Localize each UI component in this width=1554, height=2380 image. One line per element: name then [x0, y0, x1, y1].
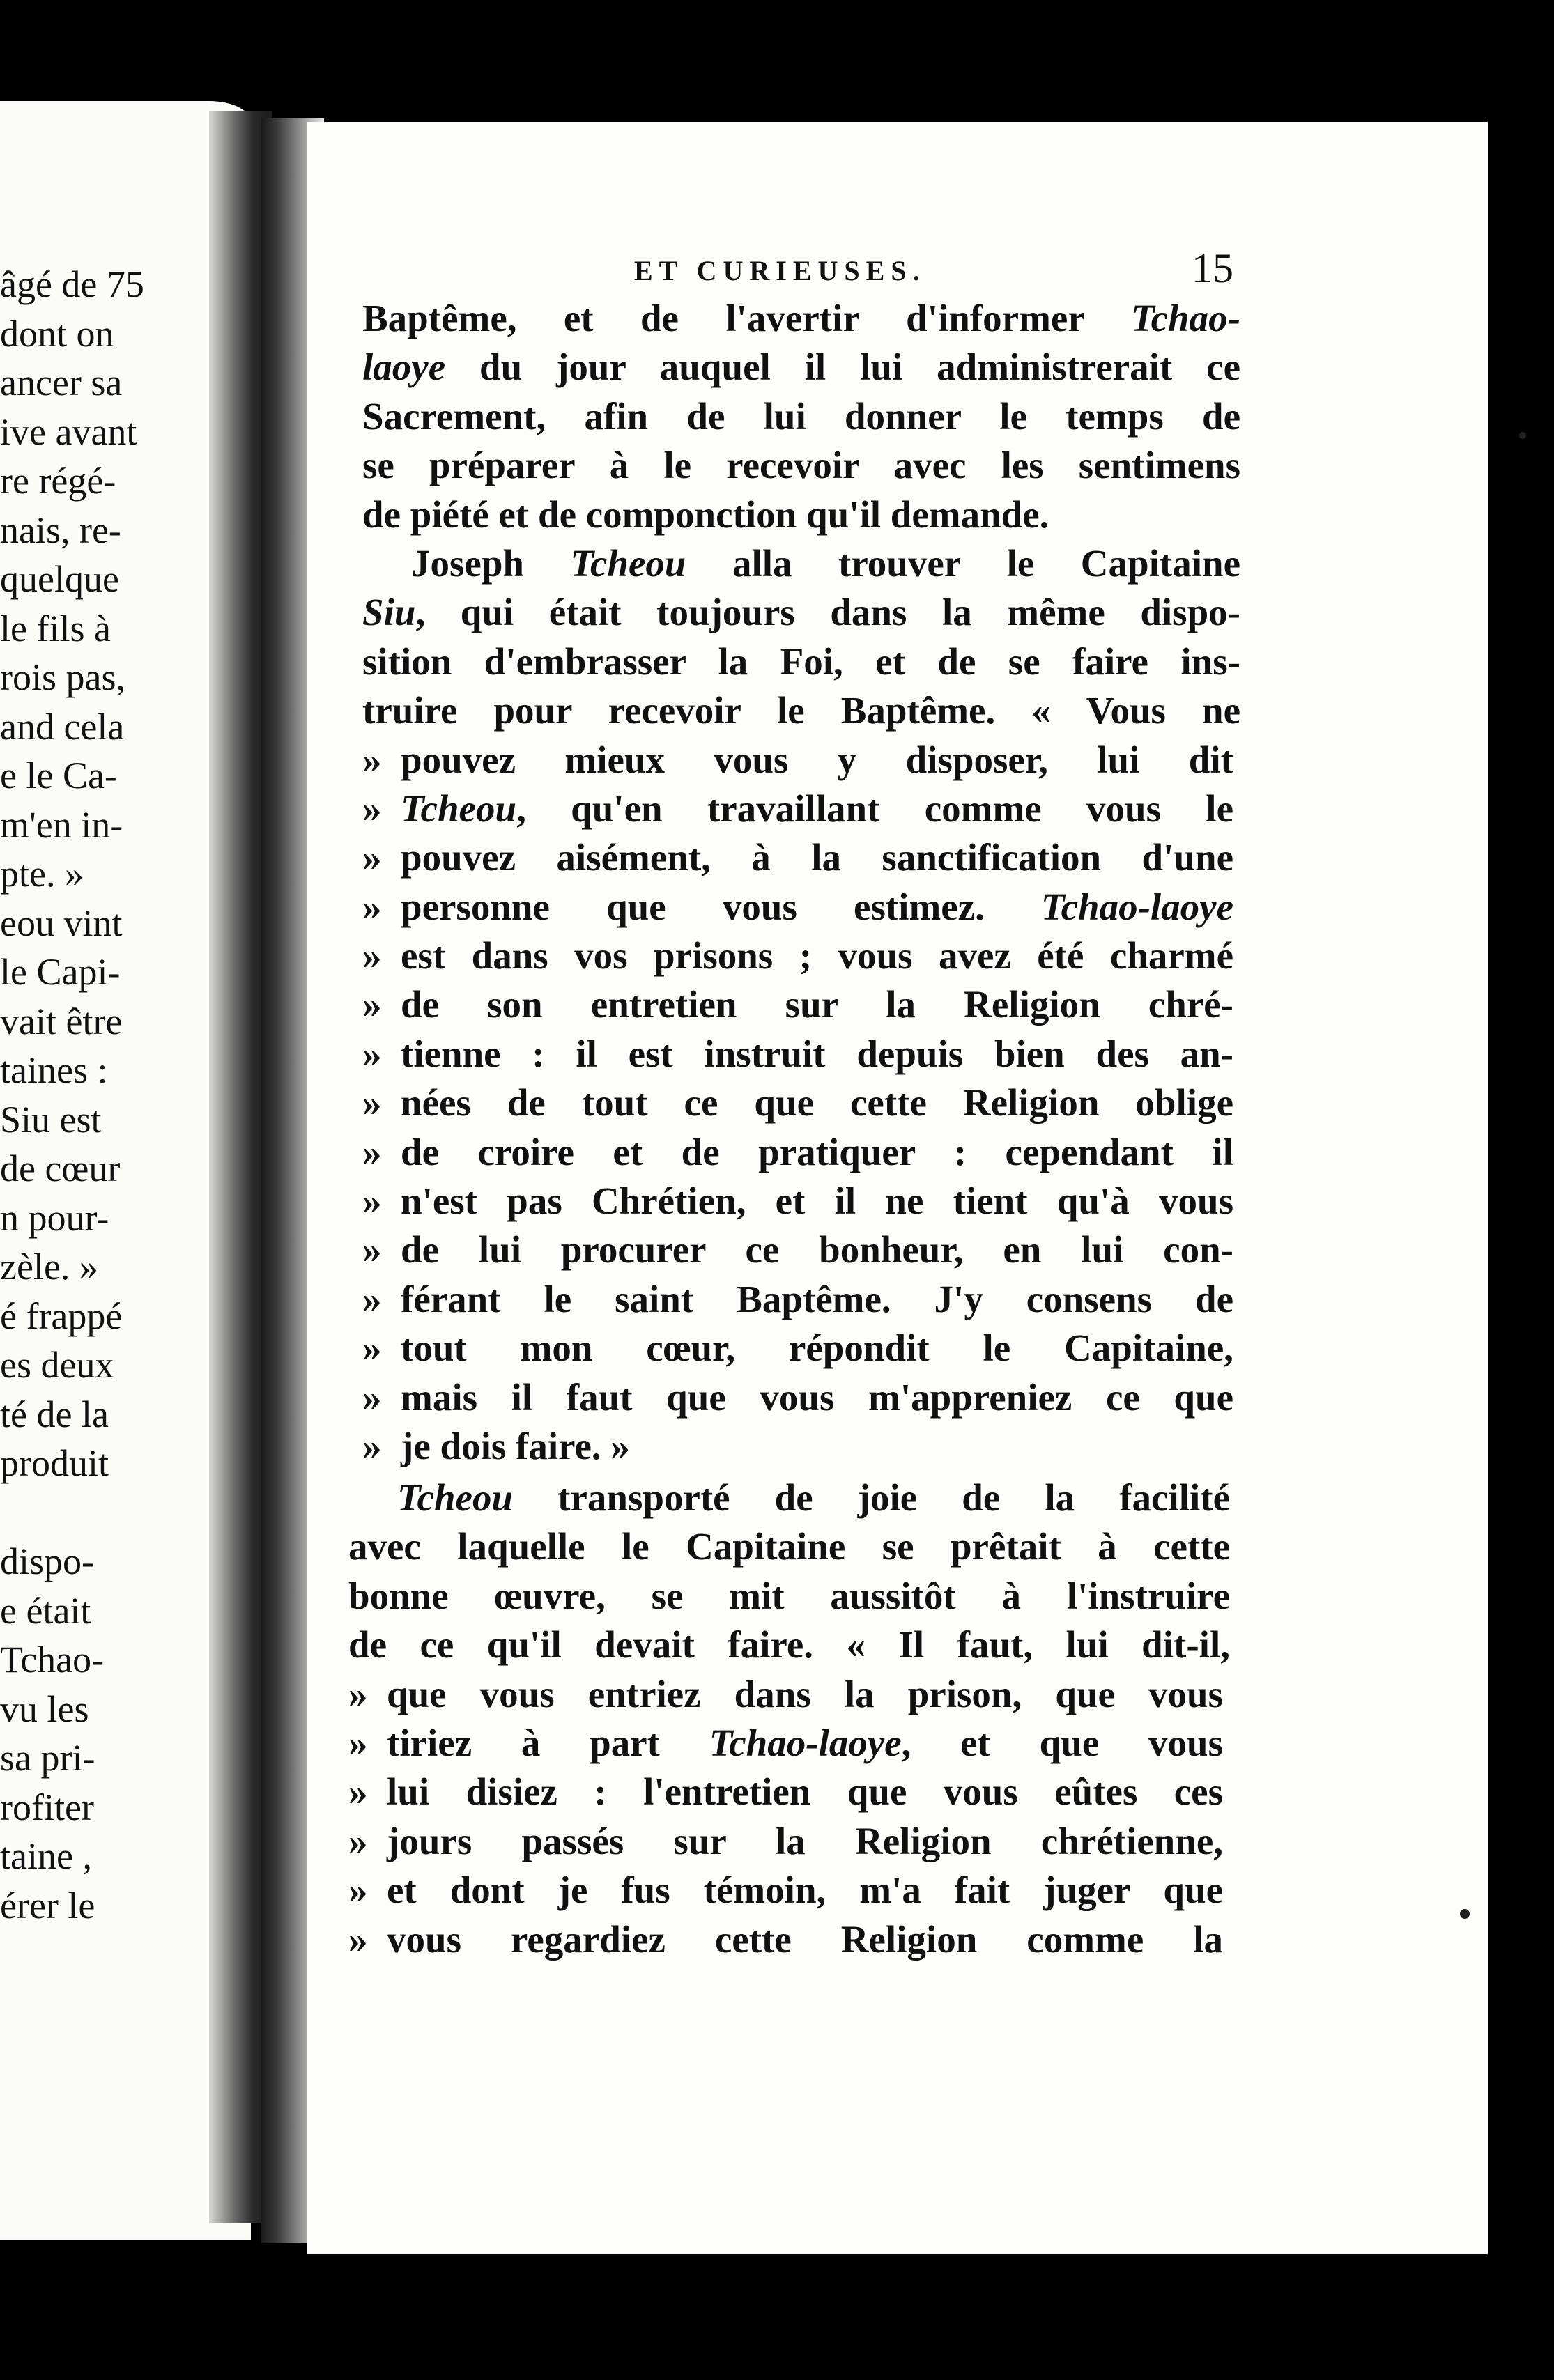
text-line: Tcheou transporté de joie de la facilité — [397, 1476, 1230, 1519]
left-page-line: érer le — [0, 1884, 95, 1926]
left-page-line: vait être — [0, 1000, 123, 1042]
left-page-line: dont on — [0, 312, 114, 355]
quote-line: » Tcheou, qu'en travaillant comme vous le — [362, 787, 1233, 830]
text-line-remainder: du jour auquel il lui administrerait ce — [445, 346, 1240, 389]
left-page-line: ancer sa — [0, 362, 123, 403]
quote-line: » nées de tout ce que cette Religion oblige — [362, 1081, 1233, 1125]
left-page-line: n pour- — [0, 1196, 109, 1239]
left-page-text — [0, 260, 178, 1930]
left-page-line: pte. » — [0, 853, 84, 895]
left-page-line: sa pri- — [0, 1737, 95, 1779]
quote-line: » tienne : il est instruit depuis bien des an- — [362, 1032, 1233, 1075]
quote-line: » vous regardiez cette Religion comme la — [348, 1917, 1223, 1961]
left-page-line: nais, re- — [0, 509, 121, 551]
left-page-line: vu les — [0, 1687, 89, 1730]
left-page-line: Siu est — [0, 1098, 102, 1141]
text-line: de ce qu'il devait faire. « Il faut, lui dit-il, — [348, 1623, 1230, 1667]
text-line: Joseph Tcheou alla trouver le Capitaine — [411, 541, 1240, 585]
left-page-line: rofiter — [0, 1786, 94, 1828]
text-line: de piété et de componction qu'il demande. — [362, 493, 1049, 536]
left-page-line: ive avant — [0, 410, 137, 453]
text-line: Siu, qui était toujours dans la même dispo- — [362, 591, 1240, 634]
quote-line: » pouvez mieux vous y disposer, lui dit — [362, 738, 1233, 781]
left-page-line: e était — [0, 1589, 91, 1632]
left-page-line: quelque — [0, 558, 119, 600]
left-page-line: âgé de 75 — [0, 263, 144, 305]
text-line: avec laquelle le Capitaine se prêtait à cette — [348, 1525, 1230, 1568]
left-page-line: taine , — [0, 1835, 92, 1877]
left-page-line: re régé- — [0, 460, 116, 502]
running-head — [0, 245, 1554, 296]
running-head-title: ET CURIEUSES. — [634, 255, 926, 286]
quote-line: » pouvez aisément, à la sanctification d'une — [362, 836, 1233, 879]
body-text — [362, 294, 1240, 1471]
quote-line: » de son entretien sur la Religion chré- — [362, 983, 1233, 1026]
quote-line: » de croire et de pratiquer : cependant il — [362, 1130, 1233, 1173]
left-page-line: e le Ca- — [0, 755, 117, 796]
left-page-line: m'en in- — [0, 803, 123, 846]
quote-line: » férant le saint Baptême. J'y consens de — [362, 1277, 1233, 1320]
quote-line: » je dois faire. » — [362, 1424, 630, 1467]
left-page-line: rois pas, — [0, 656, 125, 698]
quote-line: » de lui procurer ce bonheur, en lui con- — [362, 1228, 1233, 1272]
speck-mark — [1519, 432, 1526, 439]
text-line: Sacrement, afin de lui donner le temps de — [362, 394, 1240, 438]
body-text-continued — [348, 1474, 1230, 1964]
left-page-line: produit — [0, 1442, 109, 1484]
left-page-line: Tchao- — [0, 1639, 105, 1680]
text-line: bonne œuvre, se mit aussitôt à l'instruire — [348, 1574, 1230, 1617]
page-number: 15 — [1192, 245, 1233, 291]
quote-line: » lui disiez : l'entretien que vous eûtes ces — [348, 1770, 1223, 1814]
speck-mark — [1460, 1909, 1470, 1919]
left-page-line: es deux — [0, 1344, 114, 1386]
left-page-line: and cela — [0, 705, 125, 748]
left-page-line: zèle. » — [0, 1246, 98, 1288]
left-page-line: le Capi- — [0, 951, 121, 993]
quote-line: » personne que vous estimez. Tchao-laoye — [362, 885, 1233, 928]
quote-line: » n'est pas Chrétien, et il ne tient qu'à vous — [362, 1180, 1233, 1223]
quote-line: » tout mon cœur, répondit le Capitaine, — [362, 1327, 1233, 1370]
left-page-line: é frappé — [0, 1295, 123, 1337]
quote-line: » est dans vos prisons ; vous avez été charmé — [362, 934, 1233, 978]
text-line: sition d'embrasser la Foi, et de se faire ins- — [362, 640, 1240, 683]
left-page-line: le fils à — [0, 607, 111, 649]
left-page-line: taines : — [0, 1049, 108, 1091]
left-page-line: de cœur — [0, 1148, 121, 1189]
quote-line: » et dont je fus témoin, m'a fait juger que — [348, 1869, 1223, 1912]
text-line: Baptême, et de l'avertir d'informer Tchao- — [362, 297, 1240, 339]
quote-line: » mais il faut que vous m'appreniez ce que — [362, 1375, 1233, 1419]
quote-line: » que vous entriez dans la prison, que vous — [348, 1672, 1223, 1715]
left-page-line — [0, 1488, 178, 1538]
left-page-line: té de la — [0, 1393, 109, 1435]
left-page-line: eou vint — [0, 902, 123, 944]
text-line: se préparer à le recevoir avec les sentimens — [362, 444, 1240, 487]
text-line: truire pour recevoir le Baptême. « Vous ne — [362, 689, 1240, 732]
quote-line: » jours passés sur la Religion chrétienne, — [348, 1819, 1223, 1862]
left-page-line: dispo- — [0, 1540, 94, 1582]
text-line: laoye du jour auquel il lui administrerait ce — [362, 346, 1240, 389]
quote-line: » tiriez à part Tchao-laoye, et que vous — [348, 1721, 1223, 1764]
